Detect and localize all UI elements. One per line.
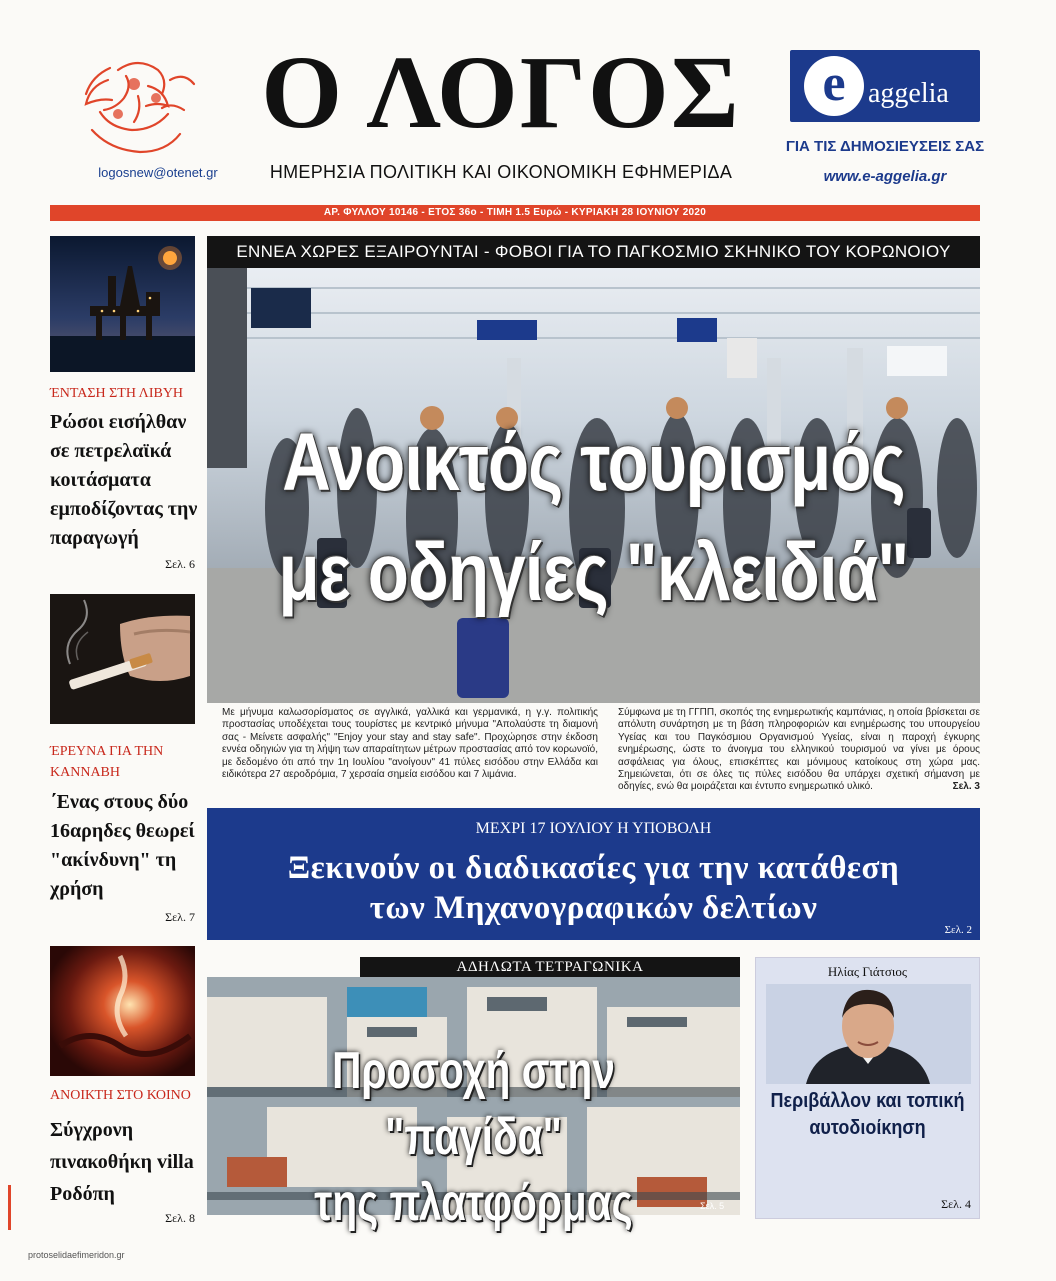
application-forms-headline	[207, 848, 980, 928]
undeclared-area-page: Σελ. 5	[700, 1201, 725, 1211]
sidebar-kicker-cannabis: ΈΡΕΥΝΑ ΓΙΑ ΤΗΝ ΚΑΝΝΑΒΗ	[50, 744, 164, 780]
cigarette-photo[interactable]	[50, 594, 195, 724]
angels-logo-icon	[78, 50, 202, 160]
application-forms-page: Σελ. 2	[944, 924, 972, 936]
newspaper-title: Ο ΛΟΓΟΣ	[261, 35, 741, 150]
undeclared-area-headline[interactable]	[266, 1038, 682, 1236]
e-aggelia-e-icon: e	[804, 56, 864, 116]
source-credit[interactable]: protoselidaefimeridon.gr	[28, 1250, 125, 1260]
issue-info-bar: ΑΡ. ΦΥΛΛΟΥ 10146 - ΕΤΟΣ 36ο - ΤΙΜΗ 1.5 Ευρώ - ΚΥΡΙΑΚΗ 28 ΙΟΥΝΙΟΥ 2020	[50, 205, 980, 221]
columnist-box[interactable]	[755, 957, 980, 1219]
main-story-banner: ΕΝΝΕΑ ΧΩΡΕΣ ΕΞΑΙΡΟΥΝΤΑΙ - ΦΟΒΟΙ ΓΙΑ ΤΟ ΠΑΓΚΟΣΜΙΟ ΣΚΗΝΙΚΟ ΤΟΥ ΚΟΡΩΝΟΙΟΥ	[207, 236, 980, 268]
sidebar-headline-gallery[interactable]: Σύγχρονη πινακοθήκη villa Ροδόπη	[50, 1119, 194, 1205]
application-forms-headline-line2: των Μηχανογραφικών δελτίων	[369, 890, 818, 926]
main-story-body-right	[618, 707, 980, 794]
sidebar-headline-cannabis[interactable]: ΄Ενας στους δύο 16αρηδες θεωρεί "ακίνδυνη" τη χρήση	[50, 791, 195, 900]
main-story-body-right-text: Σύμφωνα με τη ΓΓΠΠ, σκοπός της ενημερωτικής καμπάνιας, η οποία βρίσκεται σε απόλυτη συνάρτηση με τη βάση πληροφοριών και ενημέρωσης του υπουργείου Υγείας και του Παγκόσμιου Οργανισμού Υγείας, είναι η παροχή έγκυρης ενημέρωσης, ώστε το άνοιγμα του ελληνικού τουρισμού να γίνει με όρους ασφάλειας για όλους, επισκέπτες και μόνιμους κατοίκους στη χώρα μας. Σημειώνεται, ότι σε όλες τις πύλες εισόδου θα υπάρχει σχετική σήμανση με οδηγίες, ενώ θα μοιράζεται και έντυπο ενημερωτικό υλικό.	[618, 707, 980, 793]
painting-photo[interactable]	[50, 946, 195, 1076]
sidebar-kicker-libya: ΈΝΤΑΣΗ ΣΤΗ ΛΙΒΥΗ	[50, 386, 184, 401]
newspaper-subtitle: ΗΜΕΡΗΣΙΑ ΠΟΛΙΤΙΚΗ ΚΑΙ ΟΙΚΟΝΟΜΙΚΗ ΕΦΗΜΕΡΙΔΑ	[269, 162, 733, 182]
main-headline[interactable]: Ανοικτός τουρισμός με οδηγίες "κλειδιά"	[278, 417, 909, 618]
e-aggelia-url[interactable]: www.e-aggelia.gr	[823, 168, 947, 185]
undeclared-area-kicker: ΑΔΗΛΩΤΑ ΤΕΤΡΑΓΩΝΙΚΑ	[360, 957, 740, 977]
sidebar-headline-libya[interactable]: Ρώσοι εισήλθαν σε πετρελαϊκά κοιτάσματα εμποδίζοντας την παραγωγή	[50, 411, 198, 549]
undeclared-area-headline-line2: της πλατφόρμας	[314, 1174, 633, 1232]
columnist-page: Σελ. 4	[941, 1197, 971, 1211]
main-story-page: Σελ. 3	[952, 781, 980, 793]
e-aggelia-tagline: ΓΙΑ ΤΙΣ ΔΗΜΟΣΙΕΥΣΕΙΣ ΣΑΣ	[785, 138, 985, 155]
contact-email[interactable]: logosnew@otenet.gr	[98, 165, 218, 180]
sidebar-page-cannabis: Σελ. 7	[165, 910, 195, 924]
columnist-photo	[766, 984, 971, 1084]
oil-platform-photo[interactable]	[50, 236, 195, 372]
columnist-headline: Περιβάλλον και τοπική αυτοδιοίκηση	[770, 1090, 965, 1139]
undeclared-area-headline-line1: Προσοχή στην "παγίδα"	[332, 1042, 615, 1166]
application-forms-kicker: ΜΕΧΡΙ 17 ΙΟΥΛΙΟΥ Η ΥΠΟΒΟΛΗ	[475, 820, 712, 837]
columnist-name: Ηλίας Γιάτσιος	[827, 964, 908, 979]
application-forms-story[interactable]	[207, 808, 980, 940]
sidebar-kicker-gallery: ΑΝΟΙΚΤΗ ΣΤΟ ΚΟΙΝΟ	[50, 1088, 191, 1103]
main-story-body-left: Με μήνυμα καλωσορίσματος σε αγγλικά, γαλλικά και γερμανικά, η γ.γ. πολιτικής προστασίας υποδέχεται τους τουρίστες με κεντρικό μήνυμα "Απολαύστε τη διαμονή σας - Μείνετε ασφαλής" "Enjoy your stay and stay safe". Προχώρησε στην έκδοση εννέα οδηγιών για τη λήψη των απαραίτητων μέτρων προστασίας από τον κορωνοϊό, με δεδομένο ότι από την 1η Ιουλίου "ανοίγουν" 41 πύλες εισόδου στην Ελλάδα και ειδικότερα 27 αεροδρόμια, 7 χερσαία σημεία εισόδου και 7 λιμάνια.	[222, 707, 598, 781]
application-forms-headline-line1: Ξεκινούν οι διαδικασίες για την κατάθεση	[287, 850, 900, 886]
e-aggelia-logo-text: aggelia	[868, 78, 949, 109]
e-aggelia-ad-logo[interactable]	[790, 50, 980, 122]
sidebar-page-libya: Σελ. 6	[165, 557, 195, 571]
sidebar-page-gallery: Σελ. 8	[165, 1211, 195, 1225]
decorative-rule	[8, 1185, 11, 1230]
